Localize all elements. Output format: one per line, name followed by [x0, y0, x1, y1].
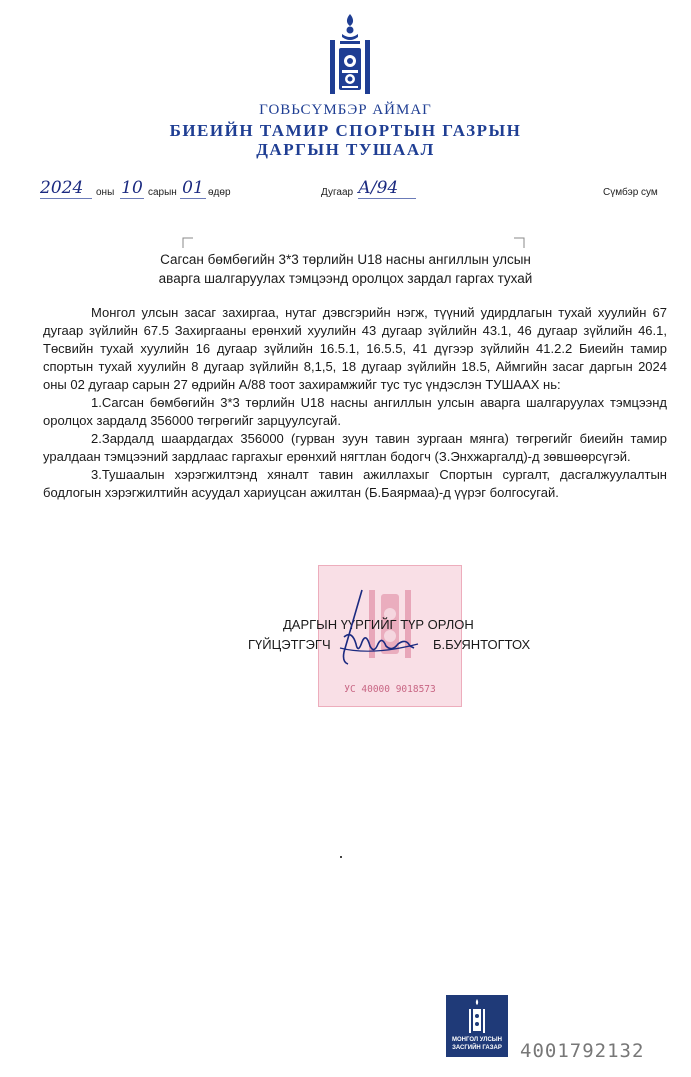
order-number: А/94: [358, 178, 416, 199]
document-type: ДАРГЫН ТУШААЛ: [256, 140, 435, 159]
stamp-number: УС 40000 9018573: [344, 684, 436, 695]
footer-logo-line-2: ЗАСГИЙН ГАЗАР: [452, 1045, 502, 1051]
soyombo-emblem-icon: [329, 12, 371, 96]
date-year-suffix: оны: [96, 187, 115, 198]
date-year: 2024: [40, 178, 92, 199]
date-line: [40, 178, 680, 202]
document-title: [0, 250, 691, 288]
title-bracket-left: [182, 237, 194, 249]
date-day-suffix: өдөр: [208, 187, 231, 198]
handwritten-signature: [322, 582, 432, 692]
order-item-2: 2.Зардалд шаардагдах 356000 (гурван зуун тавин зургаан мянга) төгрөгийг биеийн тамир уралдаан тэмцээний зардлаас гаргахыг ерөнхий нягтлан бодогч (З.Энхжаргалд)-д зөвшөөрсүгэй.: [43, 431, 667, 464]
date-month-suffix: сарын: [148, 187, 177, 198]
order-item-3: 3.Тушаалын хэрэгжилтэнд хяналт тавин ажиллахыг Спортын сургалт, дасгалжуулалтын бодлогын хэрэгжилтийн асуудал хариуцсан ажилтан (Б.Баярмаа)-д үүрэг болгосугай.: [43, 467, 667, 500]
number-label: Дугаар: [321, 187, 354, 198]
serial-number: 4001792132: [520, 1040, 645, 1062]
signer-title-line-1: ДАРГЫН ҮҮРГИЙГ ТҮР ОРЛОН: [283, 617, 474, 632]
title-bracket-right: [513, 237, 525, 249]
footer-logo-line-1: МОНГОЛ УЛСЫН: [452, 1037, 502, 1043]
title-line-1: Сагсан бөмбөгийн 3*3 төрлийн U18 насны ангиллын улсын: [160, 252, 531, 267]
signer-name: Б.БУЯНТОГТОХ: [433, 637, 531, 652]
date-month: 10: [121, 178, 143, 198]
title-line-2: аварга шалгаруулах тэмцээнд оролцох зардал гаргах тухай: [158, 271, 533, 286]
preamble-paragraph: Монгол улсын засаг захиргаа, нутаг дэвсгэрийн нэгж, түүний удирдлагын тухай хуулийн 67 дугаар зүйлийн 67.5 Захиргааны ерөнхий хуулийн 43 дугаар зүйлийн 43.1, 46 дугаар зүйлийн 46.1, Төсвийн тухай хуулийн 16 дугаар зүйлийн 16.5.1, 16.5.5, 41 дүгээр зүйлийн 41.2.2 Биеийн тамир спортын тухай хуулийн 8 дугаар зүйлийн 8,1,5, 18 дугаар зүйлийн 18.5, Аймгийн засаг даргын 2024 оны 02 дугаар сарын 27 өдрийн А/88 тоот захирамжийг тус тус үндэслэн ТУШААХ нь:: [43, 305, 667, 392]
government-logo: [446, 995, 508, 1057]
org-name: БИЕИЙН ТАМИР СПОРТЫН ГАЗРЫН: [169, 121, 522, 140]
signer-title-line-2: ГҮЙЦЭТГЭГЧ: [248, 637, 331, 652]
soyombo-footer-logo-icon: [469, 999, 485, 1033]
document-body: [43, 304, 667, 502]
place-name: Сүмбэр сум: [603, 187, 658, 198]
date-day: 01: [180, 178, 206, 199]
region-name: ГОВЬСҮМБЭР АЙМАГ: [259, 102, 432, 118]
order-item-1: 1.Сагсан бөмбөгийн 3*3 төрлийн U18 насны ангиллын улсын аварга шалгаруулах тэмцээнд оролцох зардалд 356000 төгрөгийг зарцуулсугай.: [43, 395, 667, 428]
speck: [340, 856, 342, 858]
